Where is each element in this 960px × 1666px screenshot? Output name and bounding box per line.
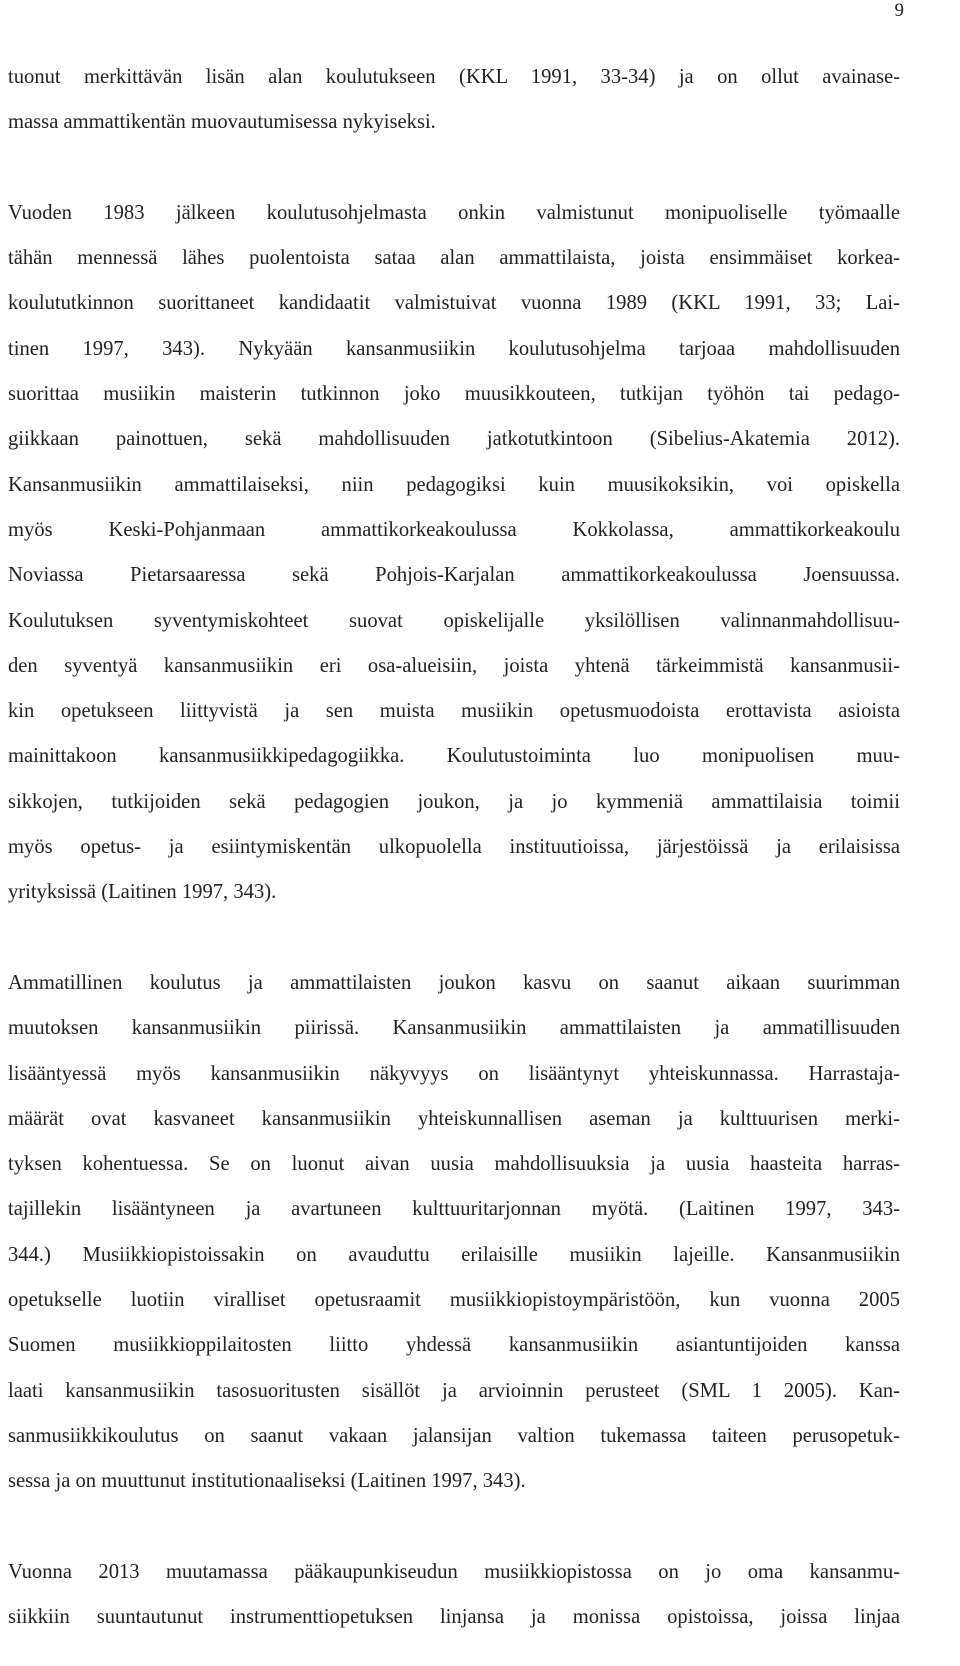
text-line: yrityksissä (Laitinen 1997, 343).	[8, 881, 277, 904]
text-line: opetukselle luotiin viralliset opetusraamit musiikkiopistoympäristöön, kun vuonna 2005	[8, 1289, 900, 1312]
text-line: tinen 1997, 343). Nykyään kansanmusiikin koulutusohjelma tarjoaa mahdollisuuden	[8, 337, 900, 360]
text-line: mainittakoon kansanmusiikkipedagogiikka. Koulutustoiminta luo monipuolisen muu-	[8, 745, 900, 768]
paragraph-2	[8, 191, 900, 916]
text-line: suorittaa musiikin maisterin tutkinnon joko muusikkouteen, tutkijan työhön tai pedago-	[8, 383, 900, 406]
text-line: Koulutuksen syventymiskohteet suovat opiskelijalle yksilöllisen valinnanmahdollisuu-	[8, 609, 900, 632]
text-line: määrät ovat kasvaneet kansanmusiikin yhteiskunnallisen aseman ja kulttuurisen merki-	[8, 1107, 900, 1130]
text-line: sikkojen, tutkijoiden sekä pedagogien joukon, ja jo kymmeniä ammattilaisia toimii	[8, 790, 900, 813]
paragraph-gap	[8, 1505, 900, 1550]
paragraph-1	[8, 55, 900, 146]
text-line: giikkaan painottuen, sekä mahdollisuuden jatkotutkintoon (Sibelius-Akatemia 2012).	[8, 428, 900, 451]
text-line: sanmusiikkikoulutus on saanut vakaan jalansijan valtion tukemassa taiteen perusopetuk-	[8, 1424, 900, 1447]
text-line: myös Keski-Pohjanmaan ammattikorkeakoulussa Kokkolassa, ammattikorkeakoulu	[8, 518, 900, 541]
text-line: 344.) Musiikkiopistoissakin on avauduttu erilaisille musiikin lajeille. Kansanmusiikin	[8, 1243, 900, 1266]
text-line: lisääntyessä myös kansanmusiikin näkyvyys on lisääntynyt yhteiskunnassa. Harrastaja-	[8, 1062, 900, 1085]
text-line: tuonut merkittävän lisän alan koulutukseen (KKL 1991, 33-34) ja on ollut avainase-	[8, 66, 900, 88]
text-line: Vuonna 2013 muutamassa pääkaupunkiseudun musiikkiopistossa on jo oma kansanmu-	[8, 1560, 900, 1583]
paragraph-4	[8, 1550, 900, 1641]
text-line: siikkiin suuntautunut instrumenttiopetuksen linjansa ja monissa opistoissa, joissa linjaa	[8, 1606, 900, 1629]
text-line: kin opetukseen liittyvistä ja sen muista musiikin opetusmuodoista erottavista asioista	[8, 700, 900, 723]
text-line: massa ammattikentän muovautumisessa nykyiseksi.	[8, 111, 436, 134]
text-line: laati kansanmusiikin tasosuoritusten sisällöt ja arvioinnin perusteet (SML 1 2005). Kan-	[8, 1379, 900, 1402]
paragraph-gap	[8, 916, 900, 961]
text-line: Noviassa Pietarsaaressa sekä Pohjois-Karjalan ammattikorkeakoulussa Joensuussa.	[8, 564, 900, 587]
text-line: Kansanmusiikin ammattilaiseksi, niin pedagogiksi kuin muusikoksikin, voi opiskella	[8, 473, 900, 496]
text-line: myös opetus- ja esiintymiskentän ulkopuolella instituutioissa, järjestöissä ja erilaisissa	[8, 836, 900, 859]
text-line: tajillekin lisääntyneen ja avartuneen kulttuuritarjonnan myötä. (Laitinen 1997, 343-	[8, 1198, 900, 1221]
text-line: Vuoden 1983 jälkeen koulutusohjelmasta onkin valmistunut monipuoliselle työmaalle	[8, 201, 900, 224]
paragraph-gap	[8, 146, 900, 191]
text-line: tähän mennessä lähes puolentoista sataa alan ammattilaista, joista ensimmäiset korkea-	[8, 247, 900, 270]
text-line: tyksen kohentuessa. Se on luonut aivan uusia mahdollisuuksia ja uusia haasteita harras-	[8, 1153, 900, 1176]
text-line: Ammatillinen koulutus ja ammattilaisten joukon kasvu on saanut aikaan suurimman	[8, 971, 900, 994]
paragraph-3	[8, 961, 900, 1505]
text-line: Suomen musiikkioppilaitosten liitto yhdessä kansanmusiikin asiantuntijoiden kanssa	[8, 1334, 900, 1357]
body-text	[8, 55, 900, 1640]
page-number: 9	[894, 0, 904, 21]
text-line: den syventyä kansanmusiikin eri osa-alueisiin, joista yhtenä tärkeimmistä kansanmusii-	[8, 654, 900, 677]
text-line: koulututkinnon suorittaneet kandidaatit valmistuivat vuonna 1989 (KKL 1991, 33; Lai-	[8, 292, 900, 315]
text-line: sessa ja on muuttunut institutionaaliseksi (Laitinen 1997, 343).	[8, 1470, 526, 1493]
text-line: muutoksen kansanmusiikin piirissä. Kansanmusiikin ammattilaisten ja ammatillisuuden	[8, 1017, 900, 1040]
